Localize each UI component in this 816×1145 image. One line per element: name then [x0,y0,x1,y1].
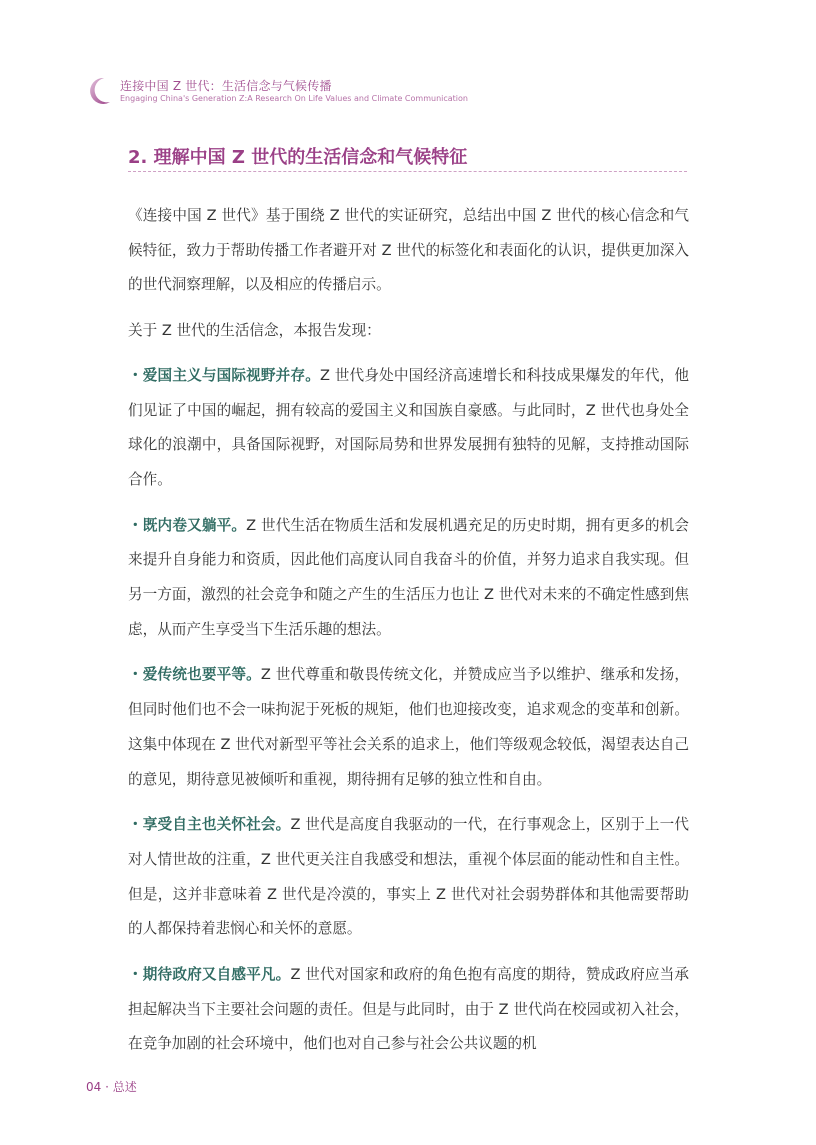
bullet-text: Z 世代身处中国经济高速增长和科技成果爆发的年代，他们见证了中国的崛起，拥有较高的爱国主义和国族自豪感。与此同时，Z 世代也身处全球化的浪潮中，具备国际视野，对国际局势和世界发展拥有独特的见解，支持推动国际合作。 [128,366,689,488]
intro-lead-in: 关于 Z 世代的生活信念，本报告发现： [128,322,381,340]
bullet-dot-icon: ・ [128,666,143,684]
crescent-logo-icon [84,75,116,107]
header-title: 连接中国 Z 世代：生活信念与气候传播 [120,79,332,93]
main-content [128,199,689,1073]
bullet-item [128,658,689,797]
bullet-item [128,359,689,498]
intro-paragraph: 《连接中国 Z 世代》基于围绕 Z 世代的实证研究，总结出中国 Z 世代的核心信念和气候特征，致力于帮助传播工作者避开对 Z 世代的标签化和表面化的认识，提供更加深入的世代洞察理解，以及相应的传播启示。 [128,207,689,294]
bullet-text: Z 世代是高度自我驱动的一代，在行事观念上，区别于上一代对人情世故的注重，Z 世代更关注自我感受和想法，重视个体层面的能动性和自主性。但是，这并非意味着 Z 世代是冷漠的，事实上 Z 世代对社会弱势群体和其他需要帮助的人都保持着悲悯心和关怀的意愿。 [128,816,689,938]
bullet-item [128,509,689,648]
bullet-item [128,808,689,947]
title-divider [128,171,687,172]
bullet-item [128,958,689,1062]
bullet-dot-icon: ・ [128,516,143,534]
bullet-heading: 爱传统也要平等。 [142,666,261,684]
bullet-text: Z 世代对国家和政府的角色抱有高度的期待，赞成政府应当承担起解决当下主要社会问题的责任。但是与此同时，由于 Z 世代尚在校园或初入社会，在竞争加剧的社会环境中，他们也对自己参与社会公共议题的机 [128,966,689,1053]
bullet-dot-icon: ・ [128,816,143,834]
bullet-heading: 爱国主义与国际视野并存。 [142,366,320,384]
bullet-heading: 期待政府又自感平凡。 [142,966,291,984]
section-title: 2. 理解中国 Z 世代的生活信念和气候特征 [128,147,468,168]
bullet-dot-icon: ・ [128,966,143,984]
bullet-text: Z 世代生活在物质生活和发展机遇充足的历史时期，拥有更多的机会来提升自身能力和资质，因此他们高度认同自我奋斗的价值，并努力追求自我实现。但另一方面，激烈的社会竞争和随之产生的生活压力也让 Z 世代对未来的不确定性感到焦虑，从而产生享受当下生活乐趣的想法。 [128,516,689,638]
bullet-text: Z 世代尊重和敬畏传统文化，并赞成应当予以维护、继承和发扬，但同时他们也不会一味拘泥于死板的规矩，他们也迎接改变，追求观念的变革和创新。这集中体现在 Z 世代对新型平等社会关系的追求上，他们等级观念较低，渴望表达自己的意见，期待意见被倾听和重视，期待拥有足够的独立性和自由。 [128,666,689,788]
bullet-dot-icon: ・ [128,366,143,384]
running-header [84,70,504,110]
page-footer: 04 · 总述 [86,1080,137,1094]
header-subtitle: Engaging China's Generation Z:A Research On Life Values and Climate Communication [120,94,468,103]
bullet-heading: 既内卷又躺平。 [142,516,247,534]
bullet-heading: 享受自主也关怀社会。 [142,816,291,834]
